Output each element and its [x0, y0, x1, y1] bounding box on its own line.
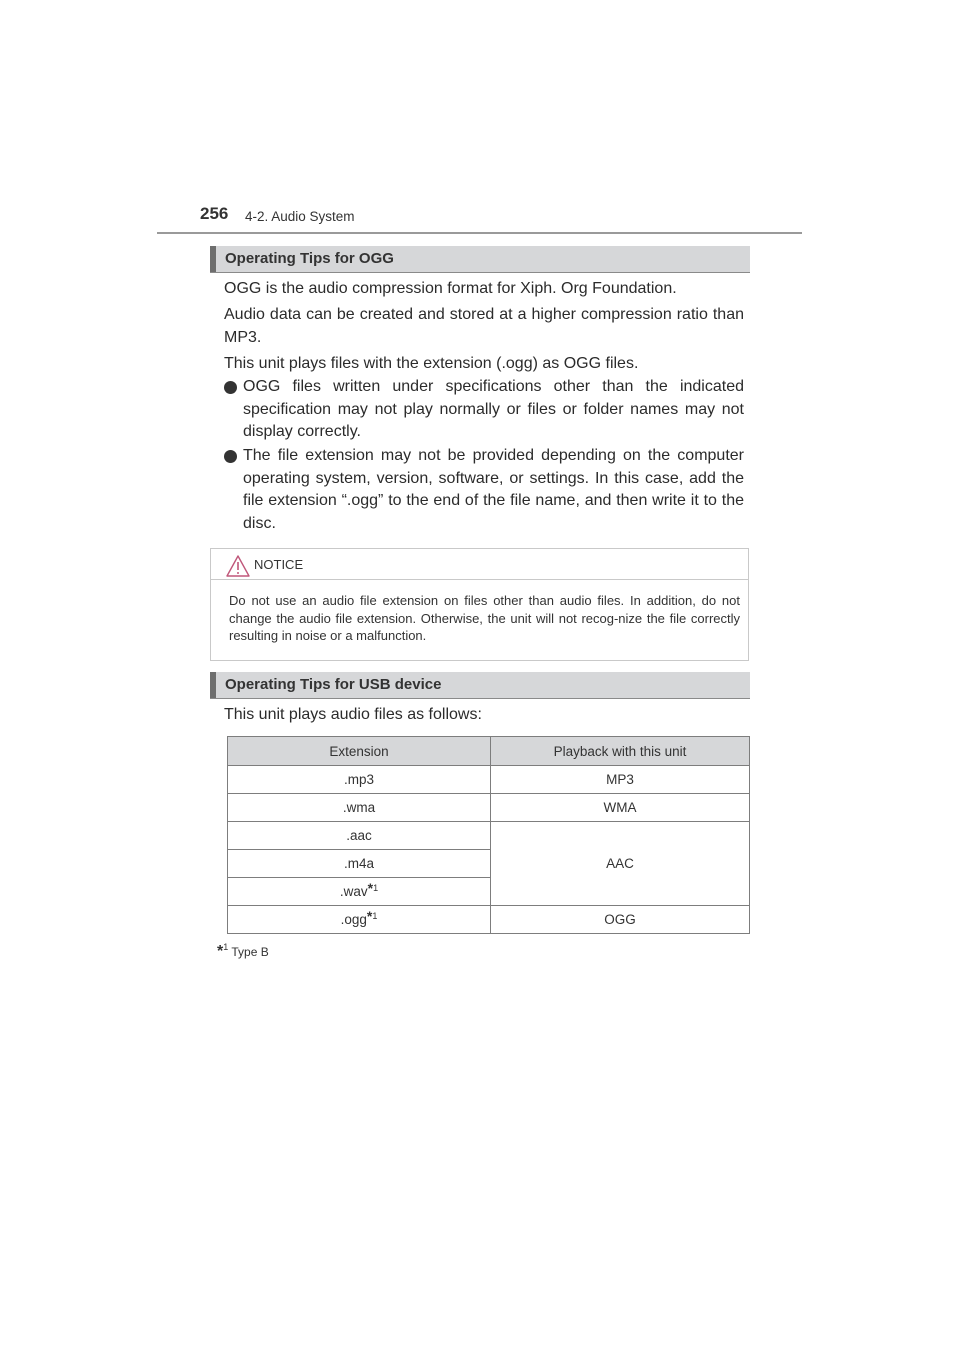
footnote-marker: *1 [367, 879, 379, 896]
cell-extension: .m4a [228, 850, 491, 878]
cell-playback: AAC [491, 822, 750, 906]
cell-extension [228, 906, 491, 934]
cell-extension [228, 878, 491, 906]
table-row [228, 906, 750, 934]
bullet-dot-icon [224, 381, 237, 394]
notice-divider [211, 579, 748, 580]
ogg-paragraph-3: This unit plays files with the extension (.ogg) as OGG files. [224, 355, 639, 372]
footnote-number: 1 [372, 910, 378, 921]
table-row [228, 766, 750, 794]
footnote-number: 1 [223, 942, 229, 952]
table-footnote [217, 942, 269, 961]
usb-intro: This unit plays audio files as follows: [224, 706, 482, 723]
ogg-bullet-1 [224, 376, 744, 444]
usb-heading-text: Operating Tips for USB device [225, 676, 442, 693]
cell-extension: .aac [228, 822, 491, 850]
ogg-section-heading [210, 246, 750, 273]
footnote-number: 1 [373, 882, 379, 893]
notice-text: Do not use an audio file extension on files other than audio files. In addition, do not change the audio file extension. Otherwise, the unit will not recog-nize the file correctly resulting in noise or a malfunction. [229, 593, 740, 643]
cell-playback: MP3 [491, 766, 750, 794]
page-number: 256 [200, 204, 229, 223]
ogg-heading-text: Operating Tips for OGG [225, 250, 394, 267]
cell-playback: WMA [491, 794, 750, 822]
table-row [228, 822, 750, 850]
ogg-paragraph-1: OGG is the audio compression format for Xiph. Org Foundation. [224, 280, 677, 297]
extension-text: .ogg [340, 912, 367, 927]
header-extension: Extension [228, 737, 491, 766]
footnote-asterisk: * [217, 943, 224, 960]
bullet-text: The file extension may not be provided depending on the computer operating system, version, software, or settings. In this case, add the file extension “.ogg” to the end of the file name, and then write it to the disc. [243, 447, 744, 532]
header-divider [157, 232, 802, 234]
cell-playback: OGG [491, 906, 750, 934]
bullet-text: OGG files written under specifications other than the indicated specification may not play normally or files or folder names may not display correctly. [243, 378, 744, 440]
heading-accent-bar [210, 672, 216, 698]
cell-extension: .mp3 [228, 766, 491, 794]
extension-text: .wav [339, 884, 368, 899]
footnote-marker: *1 [366, 907, 378, 924]
table-header-row [228, 737, 750, 766]
footnote-text: Type B [231, 945, 269, 959]
audio-formats-table [227, 736, 750, 934]
notice-title: NOTICE [254, 557, 304, 572]
section-title: 4-2. Audio System [245, 209, 355, 224]
header-playback: Playback with this unit [491, 737, 750, 766]
heading-accent-bar [210, 246, 216, 272]
table-row [228, 794, 750, 822]
ogg-paragraph-2: Audio data can be created and stored at a higher compression ratio than MP3. [224, 306, 744, 346]
bullet-dot-icon [224, 450, 237, 463]
usb-section-heading [210, 672, 750, 699]
notice-box [210, 548, 749, 661]
ogg-bullet-2 [224, 445, 744, 535]
warning-triangle-icon [226, 555, 250, 577]
cell-extension: .wma [228, 794, 491, 822]
